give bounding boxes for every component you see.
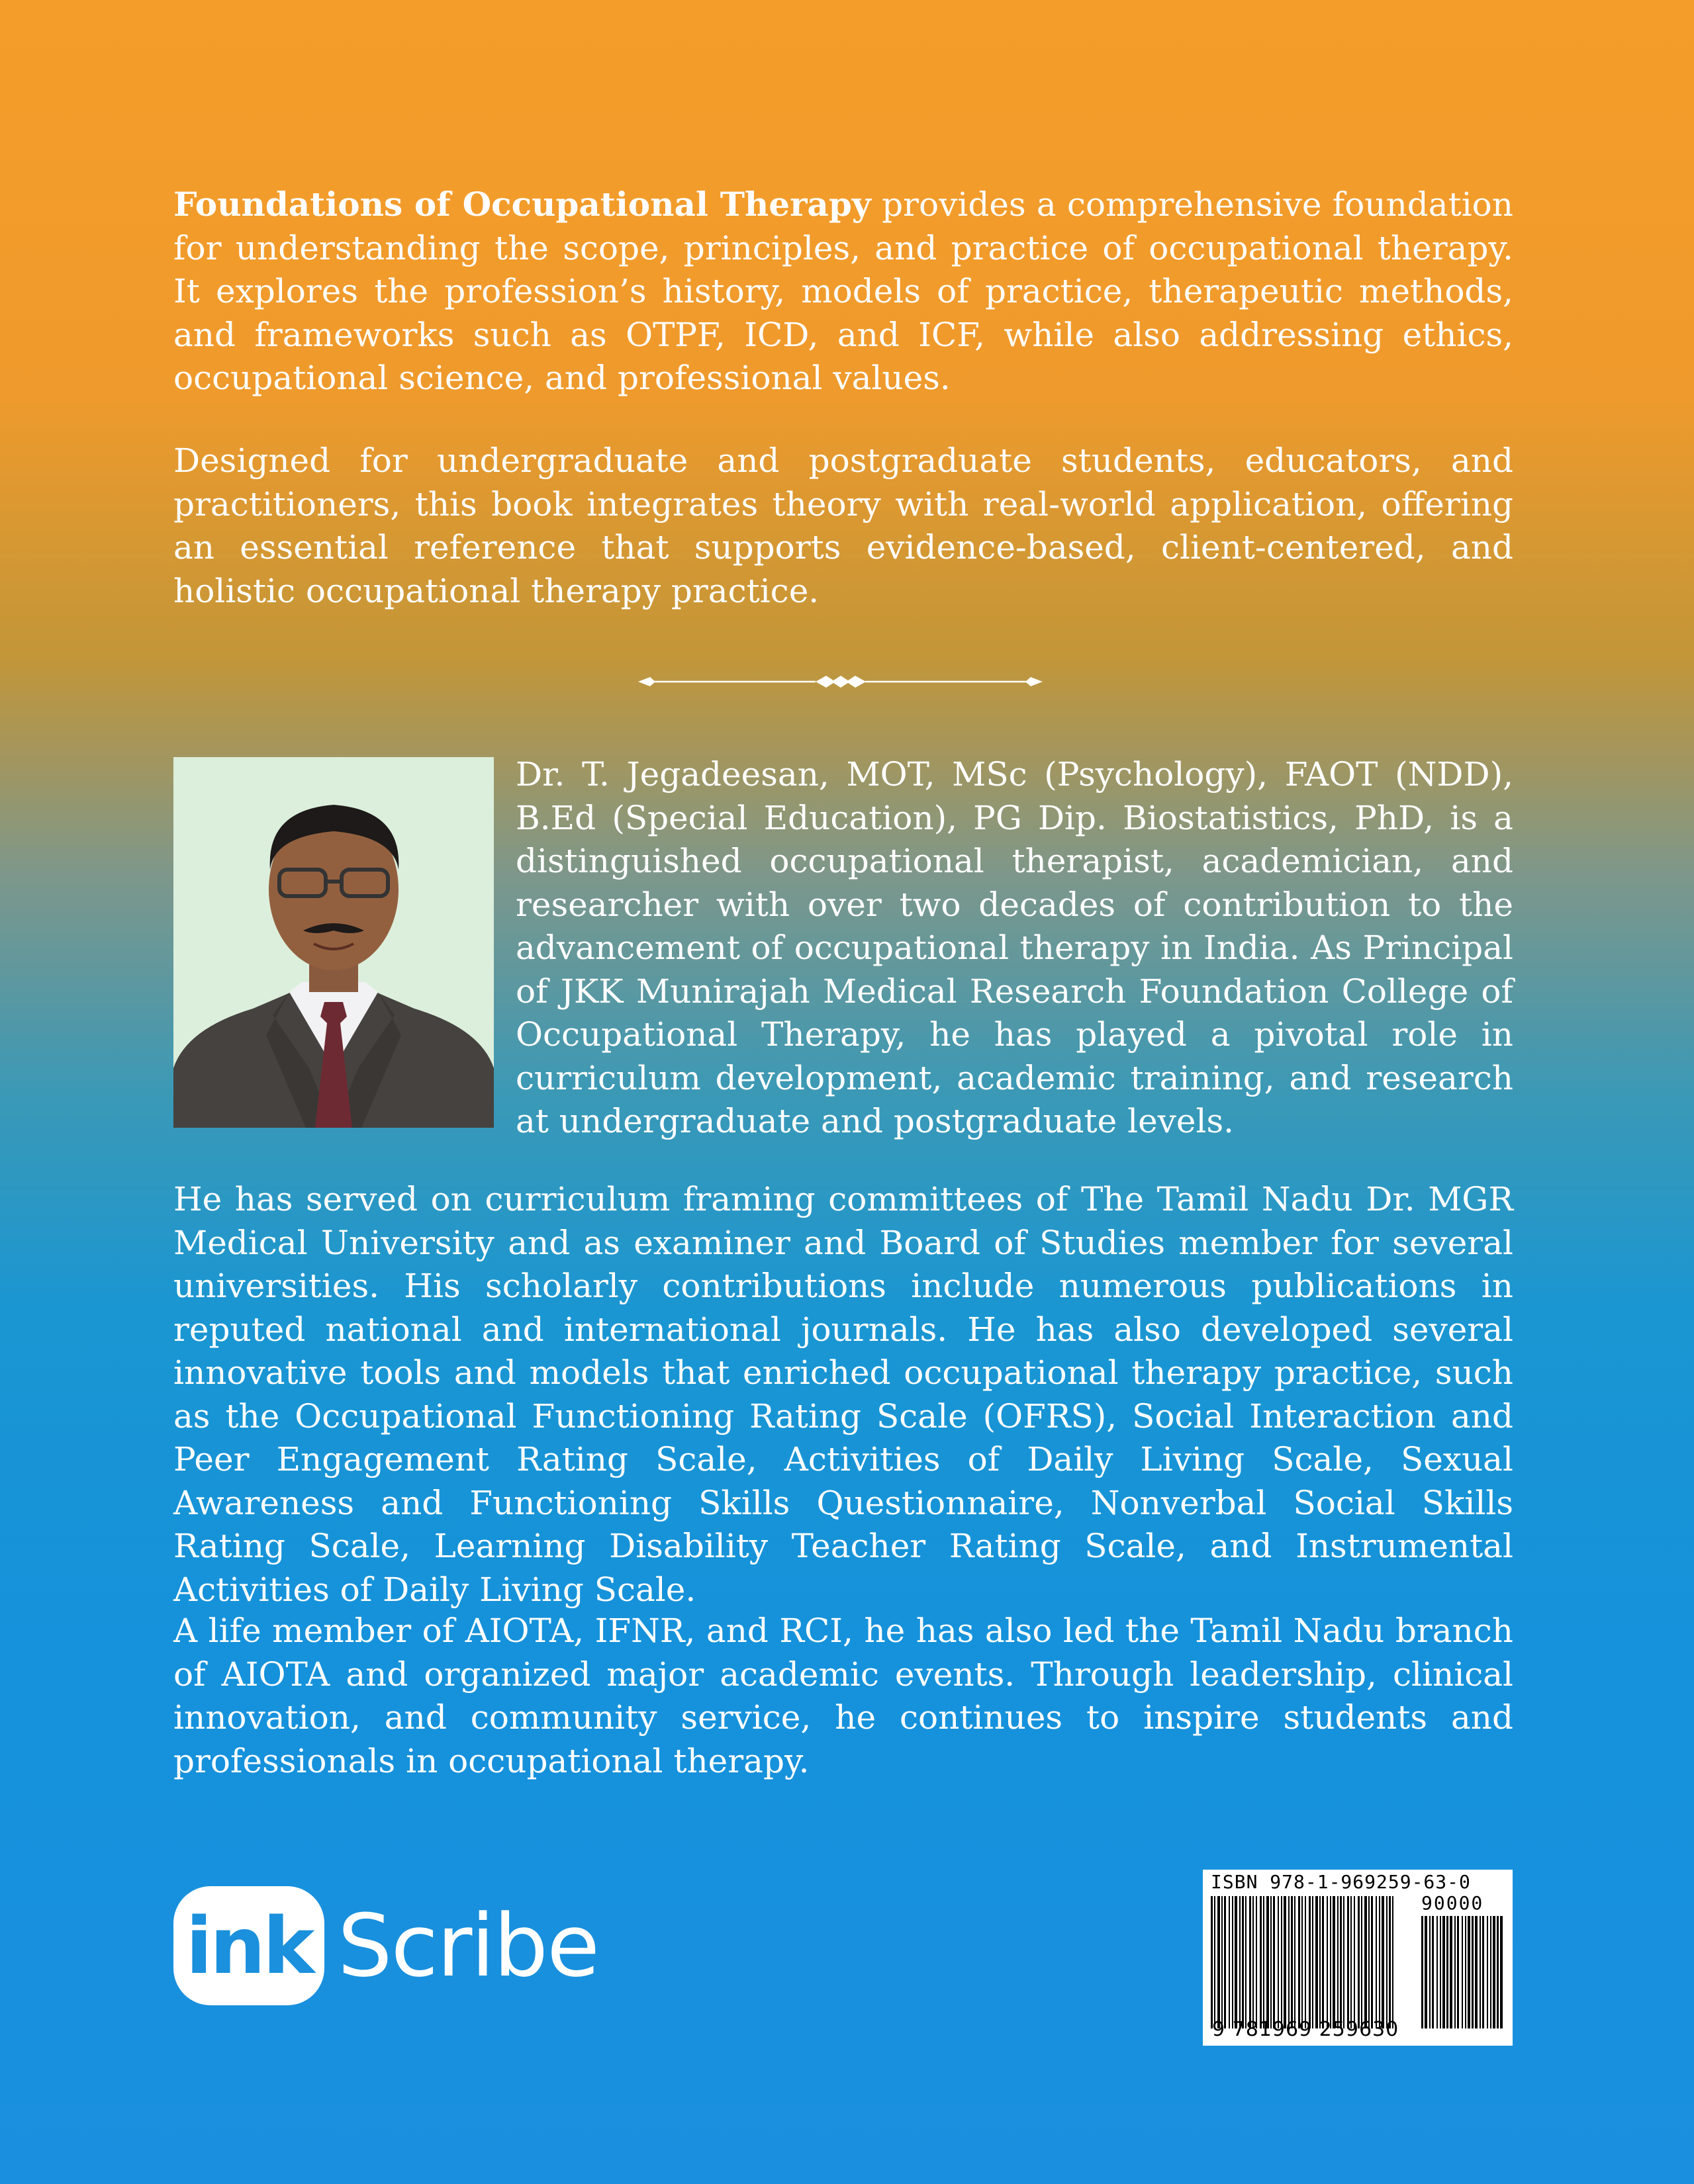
author-bio-paragraph-2: He has served on curriculum framing committees of The Tamil Nadu Dr. MGR Medical University and as examiner and Board of Studies member for several universities. His scholarly contributions include numerous publications in reputed national and international journals. He has also developed several innovative tools and models that enriched occupational therapy practice, such as the Occupational Functioning Rating Scale (OFRS), Social Interaction and Peer Engagement Rating Scale, Activities of Daily Living Scale, Sexual Awareness and Functioning Skills Questionnaire, Nonverbal Social Skills Rating Scale, Learning Disability Teacher Rating Scale, and Instrumental Activities of Daily Living Scale. [173,1180,1513,1609]
barcode-bar [1432,1916,1434,2028]
barcode-bar [1214,1896,1215,2028]
barcode-bar [1425,1916,1427,2028]
author-bio-paragraph-1: Dr. T. Jegadeesan, MOT, MSc (Psychology), FAOT (NDD), B.Ed (Special Education), PG Dip. Biostatistics, PhD, is a distinguished occupational therapist, academician, and researcher with over two decades of contribution to the advancement of occupational therapy in India. As Principal of JKK Munirajah Medical Research Foundation College of Occupational Therapy, he has played a pivotal role in curriculum development, academic training, and research at undergraduate and postgraduate levels. [516,755,1513,1140]
barcode-bar [1475,1916,1478,2028]
barcode-bar [1389,1896,1391,2028]
barcode-bar [1358,1896,1360,2028]
barcode-bar [1305,1896,1306,2028]
barcode-bar [1315,1896,1318,2028]
barcode-bar [1392,1896,1393,2028]
barcode-bar [1309,1896,1311,2028]
barcode-bar [1333,1896,1335,2028]
barcode-bar [1371,1896,1373,2028]
author-bio-paragraph-3: A life member of AIOTA, IFNR, and RCI, he has also led the Tamil Nadu branch of AIOTA and organized major academic events. Through leadership, clinical innovation, and community service, he continues to inspire students and professionals in occupational therapy. [173,1612,1513,1780]
barcode-bar [1450,1916,1452,2028]
author-photo [173,757,494,1128]
description-paragraph-1 [173,183,1513,400]
barcode-bar [1482,1916,1484,2028]
barcode-bar [1343,1896,1344,2028]
barcode-bar [1386,1896,1388,2028]
barcode-bar [1350,1896,1352,2028]
barcode-bar [1442,1916,1445,2028]
barcode-bar [1284,1896,1286,2028]
isbn-barcode [1203,1870,1513,2046]
barcode-bar [1235,1896,1237,2028]
barcode-bar [1376,1896,1377,2028]
divider-ornament [637,668,1044,695]
barcode-bar [1382,1896,1384,2028]
barcode-bar [1379,1896,1380,2028]
barcode-bar [1500,1916,1503,2028]
barcode-bar [1301,1896,1303,2028]
barcode-bar [1256,1896,1257,2028]
barcode-bar [1327,1896,1328,2028]
barcode-bar [1270,1896,1272,2028]
barcode-bar [1421,1916,1423,2028]
barcode-bar [1364,1896,1367,2028]
barcode-bar [1266,1896,1269,2028]
barcode-bar [1361,1896,1362,2028]
barcode-bar [1468,1916,1470,2028]
barcode-bar [1436,1916,1438,2028]
barcode-bar [1252,1896,1254,2028]
barcode-bar [1429,1916,1431,2028]
barcode-bar [1354,1896,1355,2028]
barcode-bar [1322,1896,1324,2028]
barcode-bar [1457,1916,1459,2028]
barcode-bar [1446,1916,1448,2028]
publisher-name: Scribe [338,1895,599,1996]
barcode-bar [1472,1916,1474,2028]
barcode-bar [1347,1896,1349,2028]
barcode-bar [1480,1916,1481,2028]
barcode-bar [1291,1896,1293,2028]
barcode-bar [1278,1896,1279,2028]
publisher-logo [173,1886,637,2005]
barcode-bar [1465,1916,1466,2028]
barcode-bars-main [1211,1896,1396,2028]
barcode-bar [1217,1896,1220,2028]
barcode-bar [1487,1916,1488,2028]
barcode-bar [1224,1896,1226,2028]
barcode-bar [1249,1896,1251,2028]
barcode-bar [1221,1896,1223,2028]
barcode-bar [1245,1896,1247,2028]
barcode-bar [1337,1896,1339,2028]
barcode-bar [1294,1896,1295,2028]
barcode-bar [1454,1916,1456,2028]
barcode-bar [1330,1896,1331,2028]
barcode-number: 9 781969 259630 [1212,2018,1399,2041]
book-title: Foundations of Occupational Therapy [173,185,871,224]
description-paragraph-2: Designed for undergraduate and postgraduate students, educators, and practitioners, this book integrates theory with real-world application, offering an essential reference that supports evidence-based, client-centered, and holistic occupational therapy practice. [173,441,1513,610]
barcode-bar [1211,1896,1213,2028]
barcode-bar [1242,1896,1244,2028]
barcode-bar [1281,1896,1282,2028]
barcode-bar [1493,1916,1495,2028]
barcode-bar [1288,1896,1290,2028]
barcode-bar [1440,1916,1441,2028]
barcode-bar [1462,1916,1463,2028]
barcode-bar [1319,1896,1321,2028]
barcode-bar [1232,1896,1233,2028]
barcode-bar [1298,1896,1300,2028]
barcode-bar [1490,1916,1491,2028]
barcode-bar [1340,1896,1342,2028]
barcode-bar [1239,1896,1241,2028]
publisher-logo-badge: ink [173,1886,324,2005]
barcode-bar [1273,1896,1275,2028]
description-text-1: provides a comprehensive foundation for understanding the scope, principles, and practice of occupational therapy. It explores the profession’s history, models of practice, therapeutic methods, and frameworks such as OTPF, ICD, and ICF, while also addressing ethics, occupational science, and professional values. [173,185,1513,397]
barcode-bar [1229,1896,1230,2028]
isbn-label: ISBN 978-1-969259-63-0 [1211,1871,1471,1893]
barcode-bar [1260,1896,1262,2028]
barcode-bars-addon [1421,1916,1504,2028]
barcode-bar [1312,1896,1313,2028]
barcode-bar [1368,1896,1370,2028]
barcode-bar [1497,1916,1499,2028]
barcode-bar [1263,1896,1264,2028]
isbn-addon-digits: 90000 [1421,1892,1484,1914]
